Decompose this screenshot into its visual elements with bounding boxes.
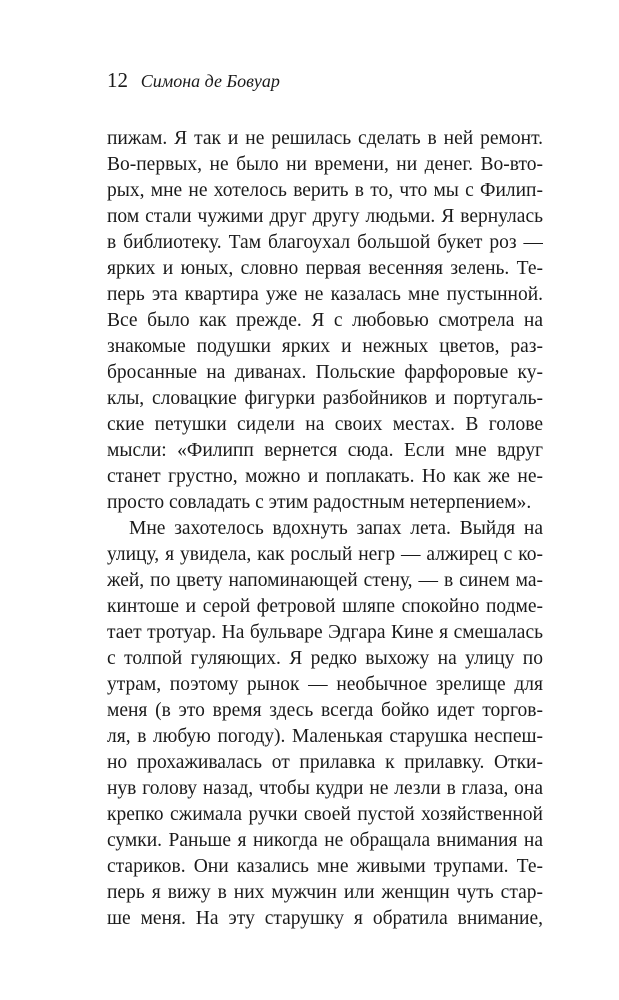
running-head	[107, 68, 280, 94]
text-line: тает тротуар. На бульваре Эдгара Кине я смешалась	[107, 622, 543, 643]
text-line: просто совладать с этим радостным нетерпением».	[107, 492, 532, 513]
text-line: перь эта квартира уже не казалась мне пустынной.	[107, 284, 543, 305]
text-line: с толпой гуляющих. Я редко выхожу на улицу по	[107, 648, 543, 669]
text-line: утрам, поэтому рынок — необычное зрелище для	[107, 674, 543, 695]
paragraph	[107, 516, 543, 932]
body-text	[107, 126, 543, 932]
text-line: Все было как прежде. Я с любовью смотрела на	[107, 310, 543, 331]
page-number: 12	[107, 68, 128, 92]
text-line: пом стали чужими друг другу людьми. Я вернулась	[107, 206, 543, 227]
text-line: но прохаживалась от прилавка к прилавку. Отки-	[107, 752, 543, 773]
text-line: улицу, я увидела, как рослый негр — алжирец с ко-	[107, 544, 543, 565]
text-line: в библиотеку. Там благоухал большой букет роз —	[107, 232, 543, 253]
text-line: знакомые подушки ярких и нежных цветов, раз-	[107, 336, 543, 357]
text-line: сумки. Раньше я никогда не обращала внимания на	[107, 830, 543, 851]
text-line: пижам. Я так и не решилась сделать в ней ремонт.	[107, 128, 543, 149]
text-line: перь я вижу в них мужчин или женщин чуть стар-	[107, 882, 543, 903]
text-line: крепко сжимала ручки своей пустой хозяйственной	[107, 804, 543, 825]
text-line: рых, мне не хотелось верить в то, что мы с Филип-	[107, 180, 543, 201]
text-line: ля, в любую погоду). Маленькая старушка неспеш-	[107, 726, 543, 747]
text-line: меня (в это время здесь всегда бойко идет торгов-	[107, 700, 543, 721]
text-line: Во-первых, не было ни времени, ни денег. Во-вто-	[107, 154, 543, 175]
running-head-author: Симона де Бовуар	[140, 71, 280, 91]
text-line: мысли: «Филипп вернется сюда. Если мне вдруг	[107, 440, 543, 461]
text-line: Мне захотелось вдохнуть запах лета. Выйдя на	[129, 518, 543, 539]
text-line: бросанные на диванах. Польские фарфоровые ку-	[107, 362, 543, 383]
text-line: кинтоше и серой фетровой шляпе спокойно подме-	[107, 596, 543, 617]
text-line: ше меня. На эту старушку я обратила внимание,	[107, 908, 543, 929]
text-line: стариков. Они казались мне живыми трупами. Те-	[107, 856, 543, 877]
text-line: нув голову назад, чтобы кудри не лезли в глаза, она	[107, 778, 543, 799]
text-line: клы, словацкие фигурки разбойников и португаль-	[107, 388, 543, 409]
text-line: ярких и юных, словно первая весенняя зелень. Те-	[107, 258, 543, 279]
paragraph	[107, 126, 543, 516]
text-line: станет грустно, можно и поплакать. Но как же не-	[107, 466, 543, 487]
text-line: ские петушки сидели на своих местах. В голове	[107, 414, 543, 435]
text-line: жей, по цвету напоминающей стену, — в синем ма-	[107, 570, 543, 591]
